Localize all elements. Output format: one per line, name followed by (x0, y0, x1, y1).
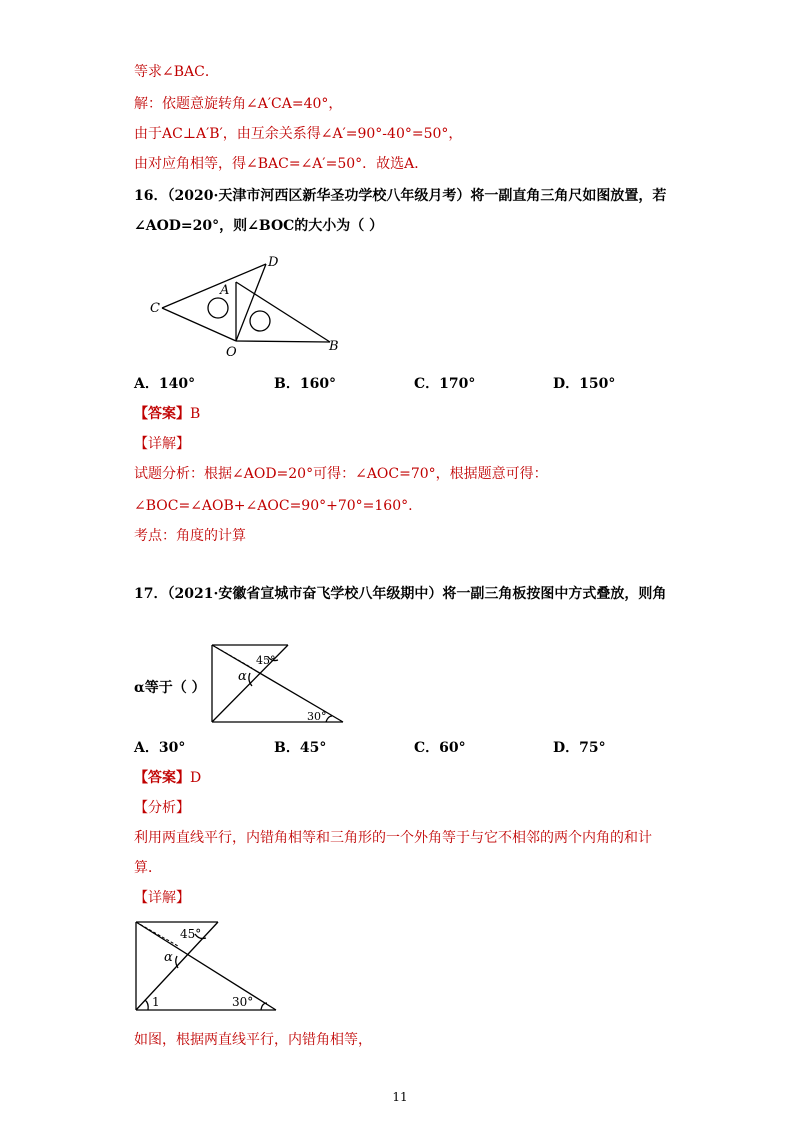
q16-answer-tag: 【答案】 (134, 406, 190, 422)
q17-detail-alpha: α (164, 950, 173, 965)
q17-figure (206, 640, 350, 728)
q16-label-d: D (268, 255, 279, 270)
q17-analysis-tag: 【分析】 (134, 800, 190, 816)
q16-point: 考点：角度的计算 (134, 528, 246, 544)
q16-option-d: D．150° (553, 376, 616, 392)
q17-analysis-line-1: 利用两直线平行，内错角相等和三角形的一个外角等于与它不相邻的两个内角的和计 (134, 830, 652, 846)
q16-answer (134, 404, 200, 424)
q16-detail-tag: 【详解】 (134, 436, 190, 452)
prev-line-3: 由于AC⊥A′B′，由互余关系得∠A′=90°-40°=50°， (134, 126, 463, 142)
q16-analysis-line-1: 试题分析：根据∠AOD=20°可得：∠AOC=70°，根据题意可得： (134, 466, 548, 482)
q17-analysis-line-2: 算． (134, 860, 162, 876)
prev-line-4: 由对应角相等，得∠BAC=∠A′=50°．故选A． (134, 156, 429, 172)
q16-label-o: O (226, 345, 237, 360)
q16-analysis-line-2: ∠BOC=∠AOB+∠AOC=90°+70°=160°. (134, 498, 413, 514)
q17-detail-angle-1: 1 (152, 995, 160, 1009)
q17-detail-figure (128, 914, 282, 1014)
prev-line-1: 等求∠BAC． (134, 64, 219, 80)
q17-answer-value: D (190, 770, 202, 786)
q17-title-line-2: α等于（ ） (134, 680, 206, 696)
q17-angle-30: 30° (307, 710, 327, 723)
q17-option-c: C．60° (414, 740, 466, 756)
q16-title-line-1: 16．（2020·天津市河西区新华圣功学校八年级月考）将一副直角三角尺如图放置，若 (134, 188, 667, 204)
q17-detail-line-1: 如图，根据两直线平行，内错角相等， (134, 1032, 372, 1048)
q17-angle-45: 45° (256, 654, 276, 667)
q16-option-b: B．160° (274, 376, 337, 392)
q16-label-c: C (150, 301, 160, 316)
q17-detail-angle-30: 30° (232, 995, 254, 1009)
q17-option-d: D．75° (553, 740, 606, 756)
page-number: 11 (392, 1090, 408, 1104)
q16-label-a: A (220, 283, 230, 298)
q16-figure (140, 252, 360, 362)
q17-option-b: B．45° (274, 740, 327, 756)
q17-answer-tag: 【答案】 (134, 770, 190, 786)
q17-detail-tag: 【详解】 (134, 890, 190, 906)
q16-option-a: A．140° (134, 376, 196, 392)
q16-answer-value: B (190, 406, 201, 422)
q17-title-line-1: 17．（2021·安徽省宣城市奋飞学校八年级期中）将一副三角板按图中方式叠放，则角 (134, 586, 667, 602)
q16-option-c: C．170° (414, 376, 476, 392)
prev-line-2: 解：依题意旋转角∠A′CA=40°， (134, 96, 343, 112)
q17-detail-angle-45: 45° (180, 927, 202, 941)
q16-label-b: B (329, 339, 339, 354)
q17-option-a: A．30° (134, 740, 186, 756)
q17-answer (134, 768, 201, 788)
q17-alpha: α (238, 669, 247, 684)
q16-title-line-2: ∠AOD=20°，则∠BOC的大小为（ ） (134, 218, 384, 234)
